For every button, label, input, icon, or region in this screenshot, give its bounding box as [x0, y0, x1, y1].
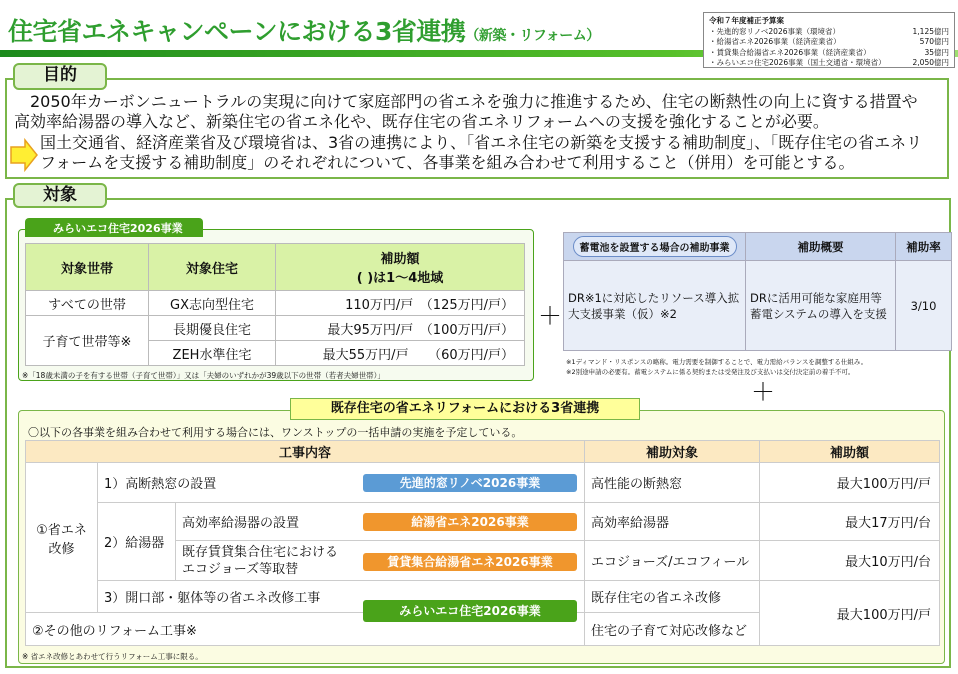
table-row: 2）給湯器 高効率給湯器の設置 高効率給湯器 最大17万円/台: [26, 503, 940, 541]
table-row: 既存賃貸集合住宅におけるエコジョーズ等取替 エコジョーズ/エコフィール 最大10万円/台: [26, 541, 940, 581]
mirai-table: 対象世帯 対象住宅 補助額 ( )は1～4地域 すべての世帯 GX志向型住宅 110万円/戸 （125万円/戸） 子育て世帯等※ 長期優良住宅 最大95万円/戸 （100万円/戸） ZEH水準住宅 最大55万円/戸 （60万円/戸）: [25, 243, 525, 366]
purpose-tab: 目的: [13, 63, 107, 90]
plus-icon: ＋: [751, 378, 775, 406]
table-row: ①省エネ改修 1）高断熱窓の設置 高性能の断熱窓 最大100万円/戸: [26, 463, 940, 503]
battery-table: 蓄電池を設置する場合の補助事業 補助概要 補助率 DR※1に対応したリソース導入拡大支援事業（仮）※2 DRに活用可能な家庭用等蓄電システムの導入を支援 3/10: [563, 232, 952, 351]
table-row: DR※1に対応したリソース導入拡大支援事業（仮）※2 DRに活用可能な家庭用等蓄電システムの導入を支援 3/10: [564, 261, 952, 351]
table-row: 子育て世帯等※ 長期優良住宅 最大95万円/戸 （100万円/戸）: [26, 316, 525, 341]
budget-item: ・給湯省エネ2026事業（経済産業省） 570億円: [709, 37, 949, 46]
table-row: すべての世帯 GX志向型住宅 110万円/戸 （125万円/戸）: [26, 291, 525, 316]
target-tab: 対象: [13, 183, 107, 208]
reform-title: 既存住宅の省エネリフォームにおける3省連携: [290, 398, 640, 420]
table-row: ZEH水準住宅 最大55万円/戸 （60万円/戸）: [26, 341, 525, 366]
badge-window: 先進的窓リノベ2026事業: [363, 474, 577, 492]
mirai-tab: みらいエコ住宅2026事業: [25, 218, 203, 237]
budget-item: ・みらいエコ住宅2026事業（国土交通省・環境省） 2,050億円: [709, 58, 949, 67]
table-row: 3）開口部・躯体等の省エネ改修工事 既存住宅の省エネ改修 最大100万円/戸: [26, 581, 940, 613]
plus-icon: ＋: [538, 302, 562, 330]
budget-item: ・賃貸集合給湯省エネ2026事業（経済産業省） 35億円: [709, 47, 949, 57]
arrow-right-icon: [9, 138, 39, 172]
budget-item: ・先進的窓リノベ2026事業（環境省） 1,125億円: [709, 26, 949, 36]
page-title: 住宅省エネキャンペーンにおける3省連携（新築・リフォーム）: [8, 17, 600, 46]
badge-water-heater: 給湯省エネ2026事業: [363, 513, 577, 531]
table-row: ②その他のリフォーム工事※ 住宅の子育て対応改修など: [26, 613, 940, 646]
budget-box: 令和７年度補正予算案 ・先進的窓リノベ2026事業（環境省） 1,125億円 ・給湯省エネ2026事業（経済産業省） 570億円 ・賃貸集合給湯省エネ2026事業（経済産業省） 35億円 ・みらいエコ住宅2026事業（国土交通省・環境省） 2,050億円: [703, 12, 955, 68]
reform-table: 工事内容 補助対象 補助額 ①省エネ改修 1）高断熱窓の設置 高性能の断熱窓 最大100万円/戸 2）給湯器 高効率給湯器の設置 高効率給湯器 最大17万円/台 既存賃貸集合住宅におけるエコジョーズ等取替 エコジョーズ/エコフィール 最大10万円/台 3）開口部・躯体等の省エネ改修工事 既存住宅の省エネ改修 最大100万円/戸 ②その他のリフォーム工事※ 住宅の子育て対応改修など: [25, 440, 940, 646]
badge-mirai: みらいエコ住宅2026事業: [363, 600, 577, 622]
badge-rental-water-heater: 賃貸集合給湯省エネ2026事業: [363, 553, 577, 571]
